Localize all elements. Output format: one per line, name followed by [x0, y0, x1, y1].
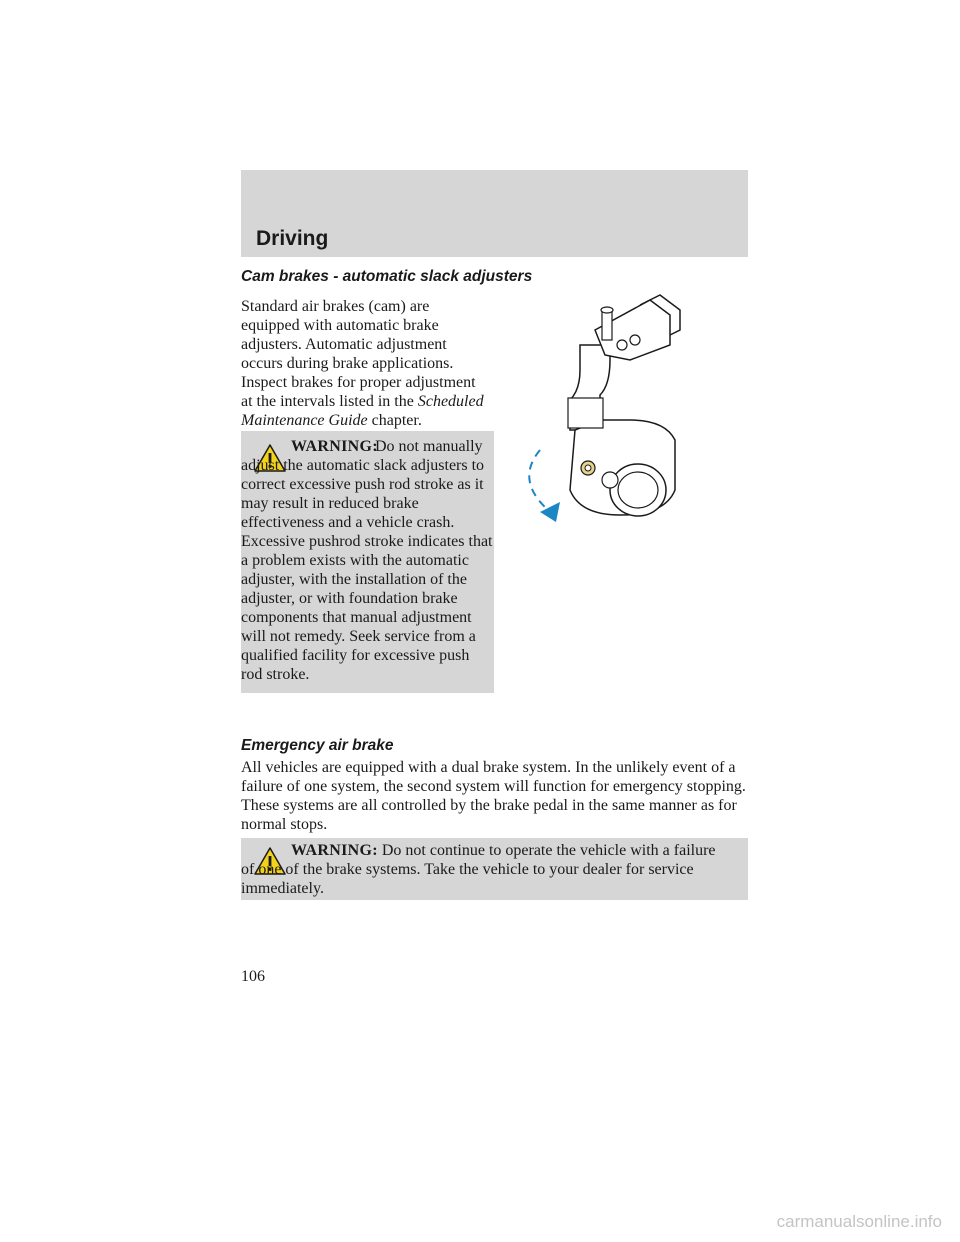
warning-label-emergency: WARNING: — [291, 842, 378, 859]
slack-adjuster-illustration — [510, 290, 690, 530]
heading-emergency-air-brake: Emergency air brake — [241, 737, 394, 754]
cam-brakes-paragraph — [241, 297, 491, 430]
para-text-start: Standard air brakes (cam) are equipped with automatic brake adjusters. Automatic adjustment occurs during brake applications. Inspect brakes for proper adjustment at the intervals listed in the — [241, 298, 476, 410]
warning-body — [241, 437, 494, 684]
warning-box-emergency-brake — [241, 838, 748, 900]
warning-text-emergency: Do not continue to operate the vehicle with a failure of one of the brake systems. Take the vehicle to your dealer for service immediately. — [241, 842, 716, 897]
heading-cam-brakes: Cam brakes - automatic slack adjusters — [241, 268, 533, 285]
warning-body-emergency — [241, 841, 731, 898]
warning-label: WARNING: — [291, 438, 378, 455]
page-number: 106 — [241, 968, 265, 985]
emergency-brake-paragraph: All vehicles are equipped with a dual brake system. In the unlikely event of a failure of one system, the second system will function for emergency stopping. These systems are all controlled by the brake pedal in the same manner as for normal stops. — [241, 759, 746, 833]
warning-text-slack-adjusters: Do not manually adjust the automatic slack adjusters to correct excessive push rod stroke as it may result in reduced brake effectiveness and a vehicle crash. Excessive pushrod stroke indicates that a problem exists with the automatic adjuster, with the installation of the adjuster, or with foundation brake components that manual adjustment will not remedy. Seek service from a qualified facility for excessive push rod stroke. — [241, 438, 493, 683]
section-title: Driving — [256, 227, 329, 250]
para-text-end: chapter. — [367, 412, 422, 429]
watermark: carmanualsonline.info — [776, 1212, 942, 1231]
warning-box-slack-adjusters — [241, 431, 494, 693]
section-header-band — [241, 170, 748, 257]
maintenance-guide-reference: Scheduled Maintenance Guide — [241, 393, 484, 429]
